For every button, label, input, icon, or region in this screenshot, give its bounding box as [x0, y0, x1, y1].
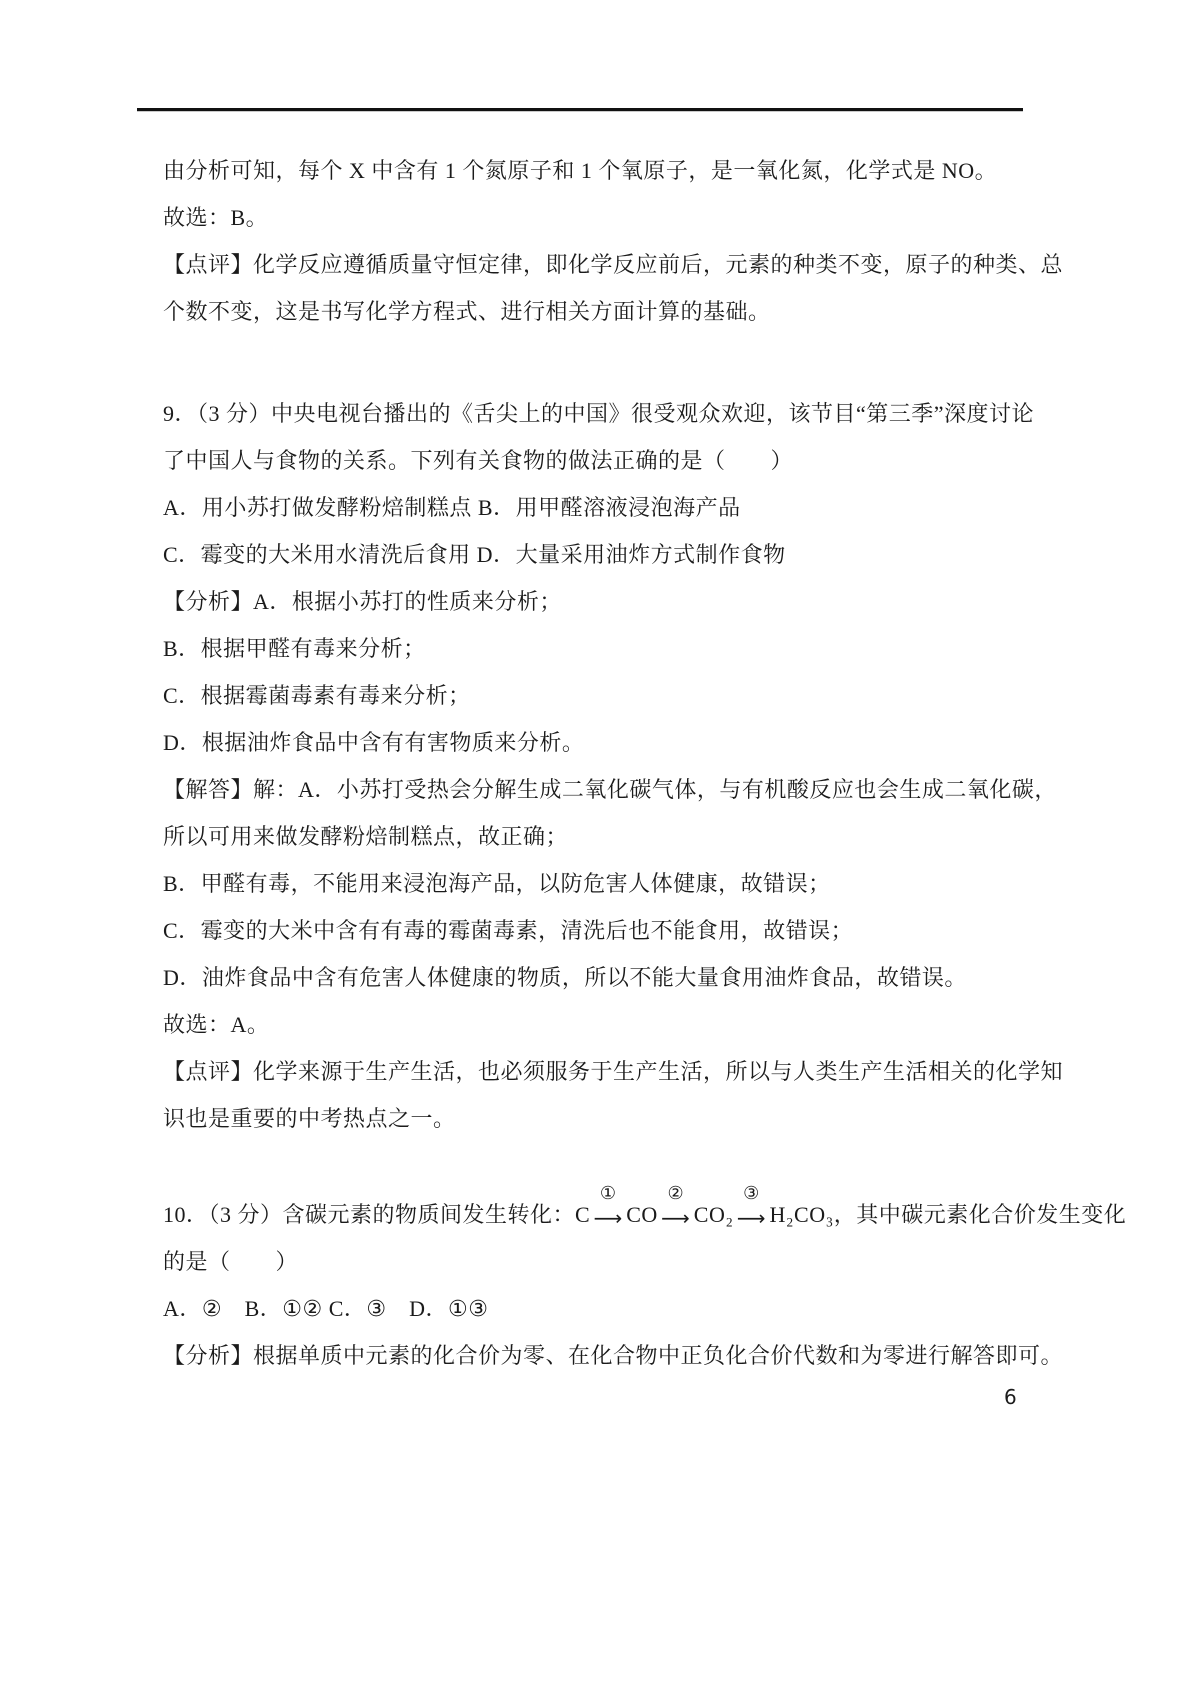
q10-options: A．② B．①② C．③ D．①③ — [163, 1296, 489, 1321]
q9-answer: 故选：A。 — [163, 1012, 270, 1037]
q9-options-cd: C．霉变的大米用水清洗后食用 D．大量采用油炸方式制作食物 — [163, 542, 786, 567]
q9-solution-d: D．油炸食品中含有危害人体健康的物质，所以不能大量食用油炸食品，故错误。 — [163, 965, 967, 990]
right-arrow-icon: ⟶ — [736, 1206, 767, 1230]
q9-options-ab: A．用小苏打做发酵粉焙制糕点 B．用甲醛溶液浸泡海产品 — [163, 495, 741, 520]
right-arrow-icon: ⟶ — [593, 1206, 623, 1230]
q9-solution-line2: 所以可用来做发酵粉焙制糕点，故正确； — [163, 824, 569, 849]
q10-analysis: 【分析】根据单质中元素的化合价为零、在化合物中正负化合价代数和为零进行解答即可。 — [163, 1343, 1064, 1368]
q9-analysis-d: D．根据油炸食品中含有有害物质来分析。 — [163, 730, 585, 755]
circled-3-label: ③ — [743, 1183, 760, 1204]
q9-solution-b: B．甲醛有毒，不能用来浸泡海产品，以防危害人体健康，故错误； — [163, 871, 831, 896]
q10-stem-suffix: ，其中碳元素化合价发生变化 — [833, 1202, 1127, 1227]
q10-stem-prefix: 10．（3 分）含碳元素的物质间发生转化： — [163, 1202, 576, 1227]
right-arrow-icon: ⟶ — [661, 1206, 691, 1230]
q10-stem-line1 — [163, 1183, 1127, 1232]
q9-analysis-b: B．根据甲醛有毒来分析； — [163, 636, 426, 661]
circled-2-label: ② — [667, 1183, 685, 1204]
chem-species-co2: CO₂ — [693, 1202, 734, 1227]
chem-species-h2co3: H₂CO₃ — [769, 1202, 834, 1227]
reaction-step-3 — [734, 1183, 770, 1230]
chem-species-co: CO — [626, 1202, 658, 1227]
q8-analysis-conclusion: 由分析可知，每个 X 中含有 1 个氮原子和 1 个氧原子，是一氧化氮，化学式是 NO。 — [163, 158, 998, 183]
q9-solution-line1: 【解答】解：A．小苏打受热会分解生成二氧化碳气体，与有机酸反应也会生成二氧化碳， — [163, 777, 1057, 802]
reaction-step-2 — [658, 1183, 694, 1230]
q9-analysis-c: C．根据霉菌毒素有毒来分析； — [163, 683, 471, 708]
q9-solution-c: C．霉变的大米中含有有毒的霉菌毒素，清洗后也不能食用，故错误； — [163, 918, 854, 943]
q8-comment-line2: 个数不变，这是书写化学方程式、进行相关方面计算的基础。 — [163, 299, 771, 324]
circled-1-label: ① — [599, 1183, 617, 1204]
q8-answer: 故选：B。 — [163, 205, 269, 230]
page-number: 6 — [1004, 1385, 1017, 1409]
q8-comment-line1: 【点评】化学反应遵循质量守恒定律，即化学反应前后，元素的种类不变，原子的种类、总 — [163, 252, 1064, 277]
q9-comment-line2: 识也是重要的中考热点之一。 — [163, 1106, 456, 1131]
q10-stem-line2: 的是（ ） — [163, 1249, 299, 1274]
q9-stem-line2: 了中国人与食物的关系。下列有关食物的做法正确的是（ ） — [163, 448, 794, 473]
header-rule — [137, 108, 1023, 112]
q9-stem-line1: 9．（3 分）中央电视台播出的《舌尖上的中国》很受观众欢迎，该节目“第三季”深度讨论 — [163, 401, 1035, 426]
chem-species-carbon: C — [575, 1202, 591, 1227]
q9-comment-line1: 【点评】化学来源于生产生活，也必须服务于生产生活，所以与人类生产生活相关的化学知 — [163, 1059, 1064, 1084]
reaction-step-1 — [590, 1183, 626, 1230]
q9-analysis-a: 【分析】A．根据小苏打的性质来分析； — [163, 589, 562, 614]
